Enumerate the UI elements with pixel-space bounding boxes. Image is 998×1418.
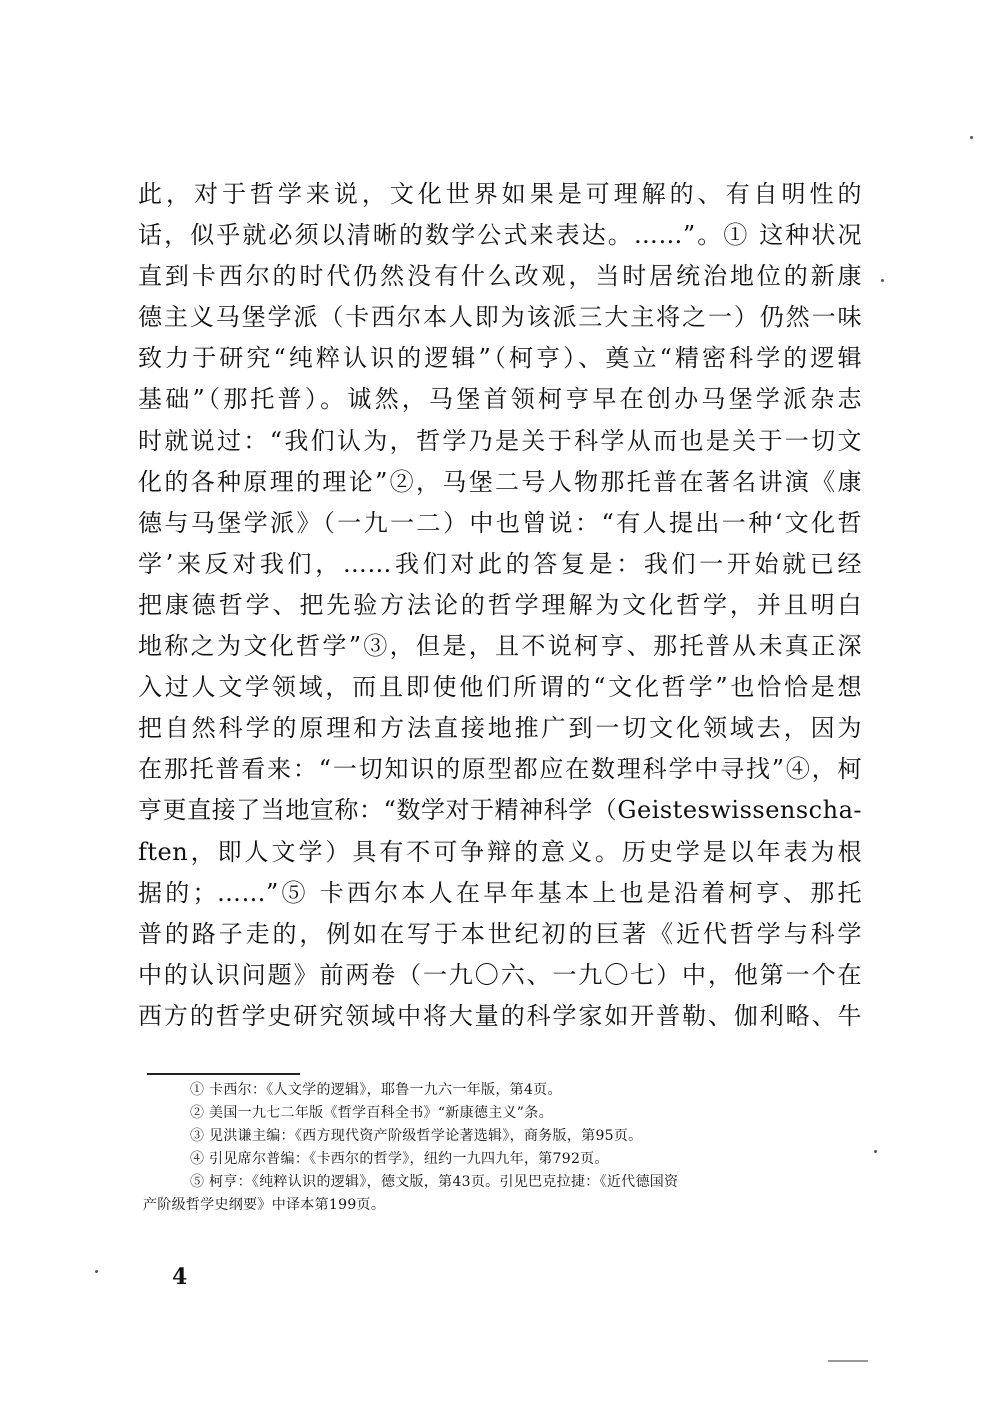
text-line: 把自然科学的原理和方法直接地推广到一切文化领域去，因为 <box>138 714 862 743</box>
scan-speck <box>970 136 973 139</box>
page-number: 4 <box>172 1264 188 1290</box>
footnote-divider <box>147 1073 300 1075</box>
footnote: ③ 见洪谦主编：《西方现代资产阶级哲学论著选辑》，商务版，第95页。 <box>190 1128 643 1144</box>
body-text <box>138 174 862 1037</box>
footnotes <box>140 1079 862 1217</box>
text-line: 地称之为文化哲学”③，但是，且不说柯亨、那托普从未真正深 <box>138 632 862 661</box>
footnote-continuation: 产阶级哲学史纲要》中译本第199页。 <box>143 1197 386 1213</box>
text-line: 德与马堡学派》（一九一二）中也曾说：“有人提出一种‘文化哲 <box>138 508 862 537</box>
scan-speck <box>95 1270 98 1273</box>
footnote: ① 卡西尔：《人文学的逻辑》，耶鲁一九六一年版，第4页。 <box>190 1082 562 1098</box>
scan-speck <box>881 279 884 282</box>
footnote: ② 美国一九七二年版《哲学百科全书》“新康德主义”条。 <box>190 1105 553 1121</box>
text-line: 时就说过：“我们认为，哲学乃是关于科学从而也是关于一切文 <box>138 426 862 455</box>
footnote: ④ 引见席尔普编：《卡西尔的哲学》，纽约一九四九年，第792页。 <box>190 1151 609 1167</box>
text-line: 西方的哲学史研究领域中将大量的科学家如开普勒、伽利略、牛 <box>138 1001 862 1030</box>
text-line: 据的；……”⑤ 卡西尔本人在早年基本上也是沿着柯亨、那托 <box>138 878 862 907</box>
text-line: 话，似乎就必须以清晰的数学公式来表达。……”。① 这种状况 <box>138 221 862 250</box>
text-line: 亨更直接了当地宣称：“数学对于精神科学（Geisteswissenscha- <box>138 796 862 825</box>
scan-speck <box>874 1150 877 1153</box>
text-line: 在那托普看来：“一切知识的原型都应在数理科学中寻找”④，柯 <box>138 755 862 784</box>
scan-speck <box>828 1360 868 1362</box>
text-line: 直到卡西尔的时代仍然没有什么改观，当时居统治地位的新康 <box>138 262 862 291</box>
text-line: 德主义马堡学派（卡西尔本人即为该派三大主将之一）仍然一味 <box>138 303 862 332</box>
text-line: 化的各种原理的理论”②，马堡二号人物那托普在著名讲演《康 <box>138 467 862 496</box>
text-line: 把康德哲学、把先验方法论的哲学理解为文化哲学，并且明白 <box>138 590 862 619</box>
text-line: 入过人文学领域，而且即使他们所谓的“文化哲学”也恰恰是想 <box>138 673 862 702</box>
text-line: 普的路子走的，例如在写于本世纪初的巨著《近代哲学与科学 <box>138 919 862 948</box>
text-line: 学’来反对我们，……我们对此的答复是：我们一开始就已经 <box>138 549 862 578</box>
text-line: 致力于研究“纯粹认识的逻辑”（柯亨）、奠立“精密科学的逻辑 <box>138 344 862 373</box>
text-line: ften，即人文学）具有不可争辩的意义。历史学是以年表为根 <box>138 837 862 866</box>
text-line: 中的认识问题》前两卷（一九〇六、一九〇七）中，他第一个在 <box>138 960 862 989</box>
footnote: ⑤ 柯亨：《纯粹认识的逻辑》，德文版，第43页。引见巴克拉捷：《近代德国资 <box>190 1174 679 1190</box>
text-line: 此，对于哲学来说，文化世界如果是可理解的、有自明性的 <box>138 180 862 208</box>
text-line: 基础”（那托普）。诚然，马堡首领柯亨早在创办马堡学派杂志 <box>138 385 862 414</box>
